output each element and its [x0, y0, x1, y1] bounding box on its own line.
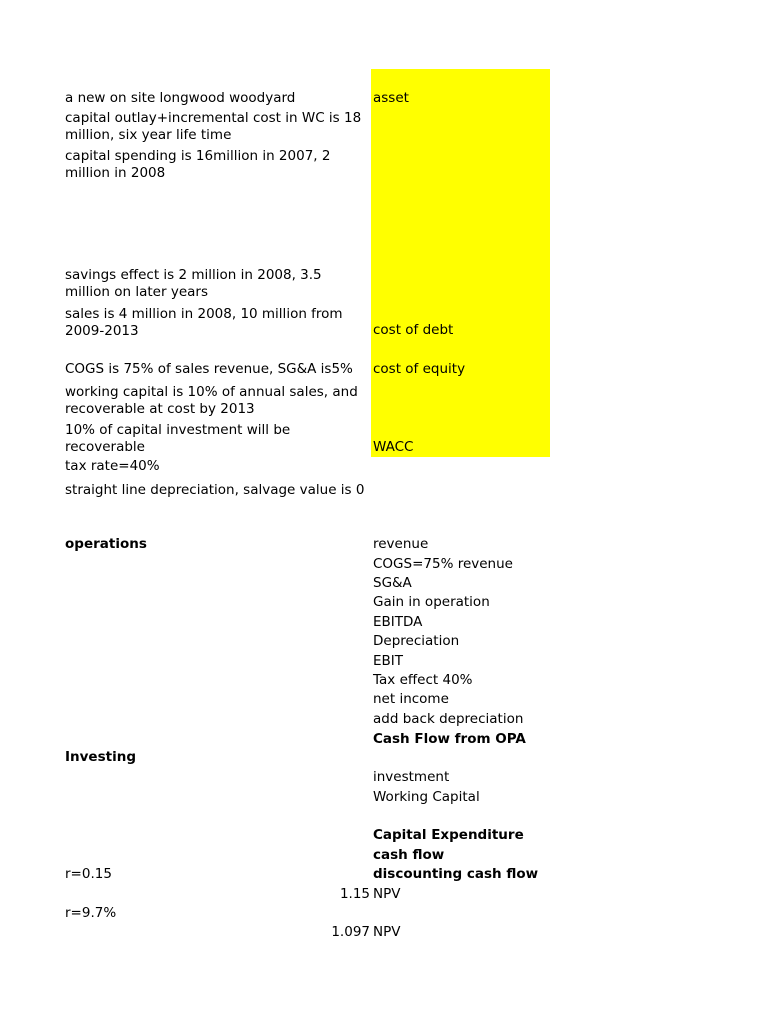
- ops-cogs: COGS=75% revenue: [373, 556, 513, 572]
- rate-1-npv: NPV: [373, 886, 401, 902]
- cash-flow: cash flow: [373, 847, 445, 863]
- section-investing: Investing: [65, 749, 136, 765]
- assumption-3: capital spending is 16million in 2007, 2 million in 2008: [65, 148, 331, 181]
- assumption-4: savings effect is 2 million in 2008, 3.5 million on later years: [65, 267, 322, 300]
- assumption-5: sales is 4 million in 2008, 10 million from 2009-2013: [65, 306, 343, 339]
- rate-2-factor: 1.097: [331, 924, 370, 940]
- rate-1-factor: 1.15: [339, 886, 370, 902]
- ops-depreciation: Depreciation: [373, 633, 460, 649]
- ops-sga: SG&A: [373, 575, 412, 591]
- ops-tax-effect: Tax effect 40%: [373, 672, 473, 688]
- rate-2-npv: NPV: [373, 924, 401, 940]
- ops-revenue: revenue: [373, 536, 429, 552]
- assumption-2: capital outlay+incremental cost in WC is 18 million, six year life time: [65, 110, 362, 143]
- discounting-cash-flow: discounting cash flow: [373, 866, 539, 882]
- label-wacc: WACC: [373, 439, 414, 455]
- ops-add-back-depreciation: add back depreciation: [373, 711, 524, 727]
- inv-working-capital: Working Capital: [373, 789, 480, 805]
- ops-gain: Gain in operation: [373, 594, 490, 610]
- assumption-6: COGS is 75% of sales revenue, SG&A is5%: [65, 361, 353, 377]
- ops-ebit: EBIT: [373, 653, 404, 669]
- capital-expenditure: Capital Expenditure: [373, 827, 524, 843]
- inv-investment: investment: [373, 769, 450, 785]
- rate-1-label: r=0.15: [65, 866, 112, 882]
- assumption-10: straight line depreciation, salvage value is 0: [65, 482, 365, 498]
- assumption-7: working capital is 10% of annual sales, and recoverable at cost by 2013: [65, 384, 358, 417]
- assumption-8: 10% of capital investment will be recoverable: [65, 422, 291, 455]
- assumption-1: a new on site longwood woodyard: [65, 90, 296, 106]
- cash-flow-opa: Cash Flow from OPA: [373, 731, 526, 747]
- label-asset: asset: [373, 90, 409, 106]
- assumption-9: tax rate=40%: [65, 458, 160, 474]
- rate-2-label: r=9.7%: [65, 905, 117, 921]
- yellow-highlight-block: [371, 69, 550, 457]
- label-cost-of-equity: cost of equity: [373, 361, 466, 377]
- section-operations: operations: [65, 536, 147, 552]
- ops-net-income: net income: [373, 691, 449, 707]
- ops-ebitda: EBITDA: [373, 614, 423, 630]
- label-cost-of-debt: cost of debt: [373, 322, 454, 338]
